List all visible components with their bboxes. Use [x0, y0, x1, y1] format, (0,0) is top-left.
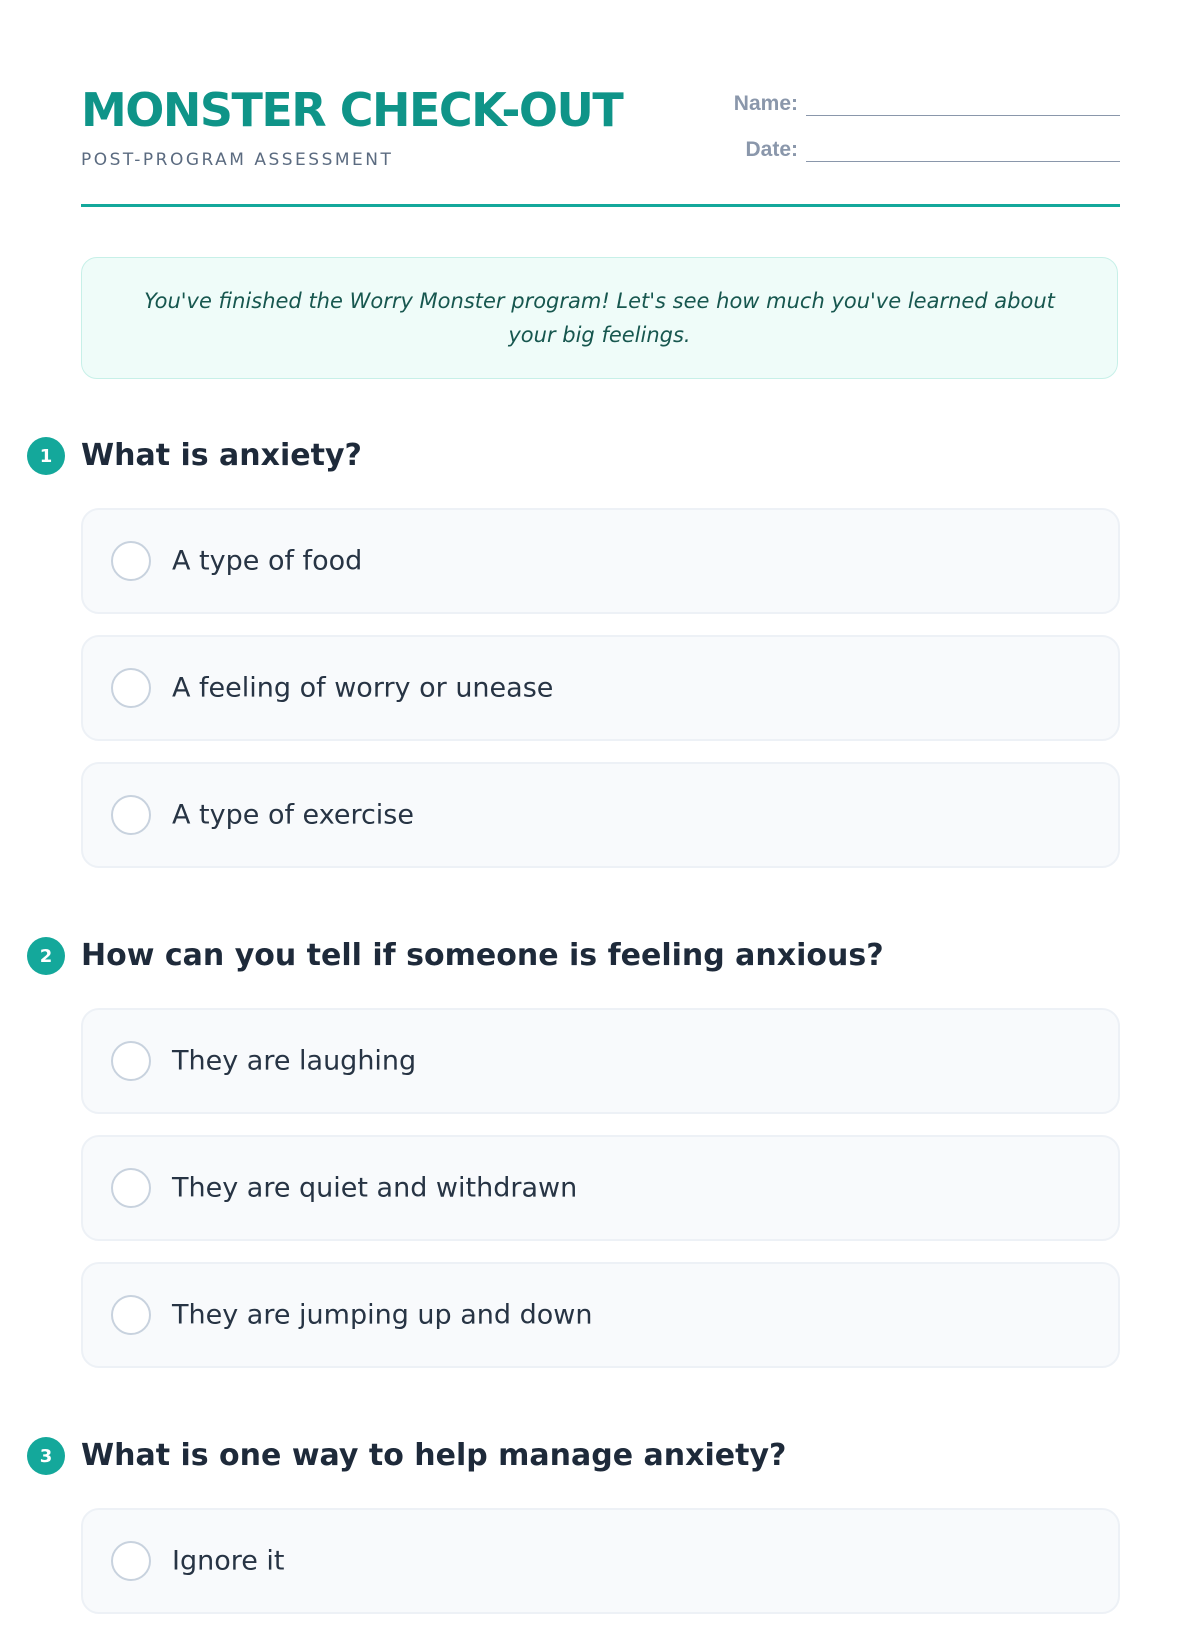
question-number-badge: 3 — [27, 1437, 65, 1475]
answer-options — [81, 1008, 1120, 1389]
answer-option[interactable] — [81, 1135, 1120, 1241]
question-text: How can you tell if someone is feeling anxious? — [81, 938, 884, 973]
intro-box — [81, 257, 1118, 379]
question-number-badge: 1 — [27, 437, 65, 475]
answer-label: They are jumping up and down — [172, 1299, 593, 1331]
answer-option[interactable] — [81, 1262, 1120, 1368]
question-text: What is anxiety? — [81, 438, 362, 473]
answer-label: They are quiet and withdrawn — [172, 1172, 578, 1204]
intro-text: You've finished the Worry Monster program! Let's see how much you've learned about your big feelings. — [144, 289, 1055, 347]
answer-option[interactable] — [81, 762, 1120, 868]
radio-button[interactable] — [111, 1541, 151, 1581]
answer-options — [81, 1508, 1120, 1635]
name-line[interactable] — [806, 95, 1120, 116]
radio-button[interactable] — [111, 668, 151, 708]
page-subtitle: POST-PROGRAM ASSESSMENT — [81, 150, 394, 170]
question-number-badge: 2 — [27, 937, 65, 975]
answer-options — [81, 508, 1120, 889]
answer-option[interactable] — [81, 1008, 1120, 1114]
radio-button[interactable] — [111, 1295, 151, 1335]
answer-label: A type of exercise — [172, 799, 414, 831]
date-line[interactable] — [806, 141, 1120, 162]
name-field[interactable] — [734, 92, 1120, 116]
question-text: What is one way to help manage anxiety? — [81, 1438, 787, 1473]
radio-button[interactable] — [111, 1041, 151, 1081]
radio-button[interactable] — [111, 795, 151, 835]
answer-label: They are laughing — [172, 1045, 417, 1077]
header — [81, 0, 1120, 207]
radio-button[interactable] — [111, 541, 151, 581]
radio-button[interactable] — [111, 1168, 151, 1208]
answer-label: Ignore it — [172, 1545, 285, 1577]
date-label: Date: — [745, 138, 798, 161]
answer-label: A type of food — [172, 545, 363, 577]
name-label: Name: — [733, 92, 798, 115]
page-title: MONSTER CHECK-OUT — [81, 83, 623, 137]
answer-label: A feeling of worry or unease — [172, 672, 554, 704]
answer-option[interactable] — [81, 1508, 1120, 1614]
date-field[interactable] — [745, 138, 1120, 162]
answer-option[interactable] — [81, 635, 1120, 741]
answer-option[interactable] — [81, 508, 1120, 614]
assessment-page — [39, 0, 1120, 1577]
